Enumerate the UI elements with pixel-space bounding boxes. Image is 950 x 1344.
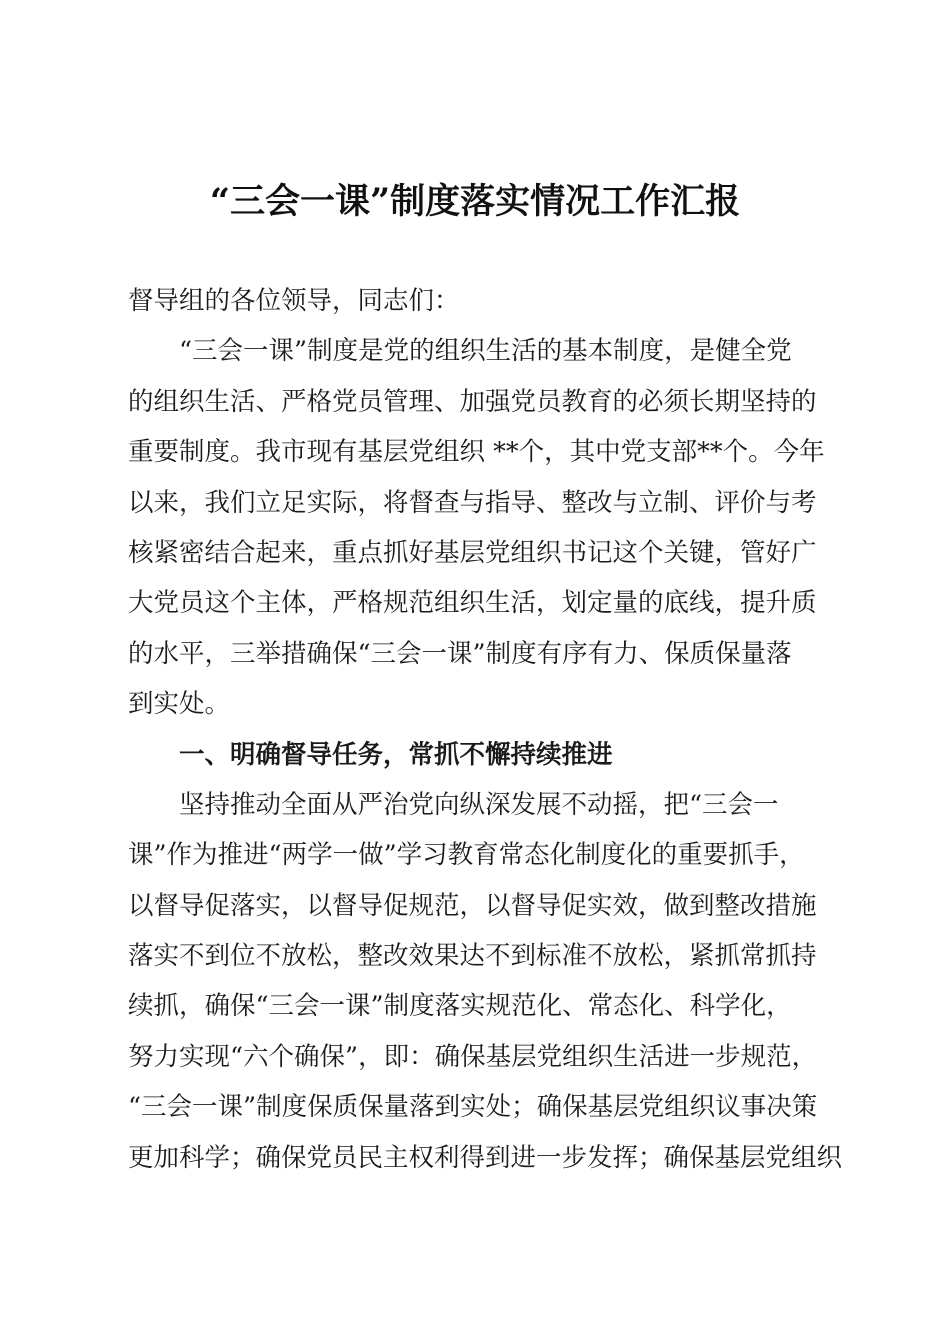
document-body: [128, 276, 843, 1183]
paragraph-1-line-8: 到实处。: [128, 689, 231, 720]
paragraph-2-line-5: 续抓，确保“三会一课”制度落实规范化、常态化、科学化，: [128, 991, 792, 1022]
paragraph-1-line-1: “三会一课”制度是党的组织生活的基本制度，是健全党: [179, 336, 792, 367]
salutation: 督导组的各位领导，同志们：: [128, 286, 460, 316]
paragraph-1-line-4: 以来，我们立足实际，将督查与指导、整改与立制、评价与考: [128, 487, 817, 518]
paragraph-2-line-6: 努力实现“六个确保”，即：确保基层党组织生活进一步规范，: [128, 1041, 818, 1072]
paragraph-2-line-8: 更加科学；确保党员民主权利得到进一步发挥；确保基层党组织: [128, 1142, 843, 1173]
paragraph-1-line-7: 的水平，三举措确保“三会一课”制度有序有力、保质保量落: [128, 638, 792, 669]
paragraph-2-line-4: 落实不到位不放松，整改效果达不到标准不放松，紧抓常抓持: [128, 941, 817, 972]
document-title: “三会一课”制度落实情况工作汇报: [209, 181, 741, 222]
paragraph-1-line-3: 重要制度。我市现有基层党组织 **个，其中党支部**个。今年: [128, 437, 825, 468]
paragraph-2-line-7: “三会一课”制度保质保量落到实处；确保基层党组织议事决策: [128, 1092, 818, 1123]
paragraph-1-line-2: 的组织生活、严格党员管理、加强党员教育的必须长期坚持的: [128, 386, 817, 417]
section-heading-1: 一、明确督导任务，常抓不懈持续推进: [179, 739, 613, 770]
paragraph-2-line-3: 以督导促落实，以督导促规范，以督导促实效，做到整改措施: [128, 890, 817, 921]
paragraph-1-line-6: 大党员这个主体，严格规范组织生活，划定量的底线，提升质: [128, 588, 817, 619]
paragraph-2-line-2: 课”作为推进“两学一做”学习教育常态化制度化的重要抓手，: [128, 840, 805, 871]
paragraph-2-line-1: 坚持推动全面从严治党向纵深发展不动摇，把“三会一: [179, 789, 779, 820]
paragraph-1-line-5: 核紧密结合起来，重点抓好基层党组织书记这个关键，管好广: [128, 537, 817, 568]
